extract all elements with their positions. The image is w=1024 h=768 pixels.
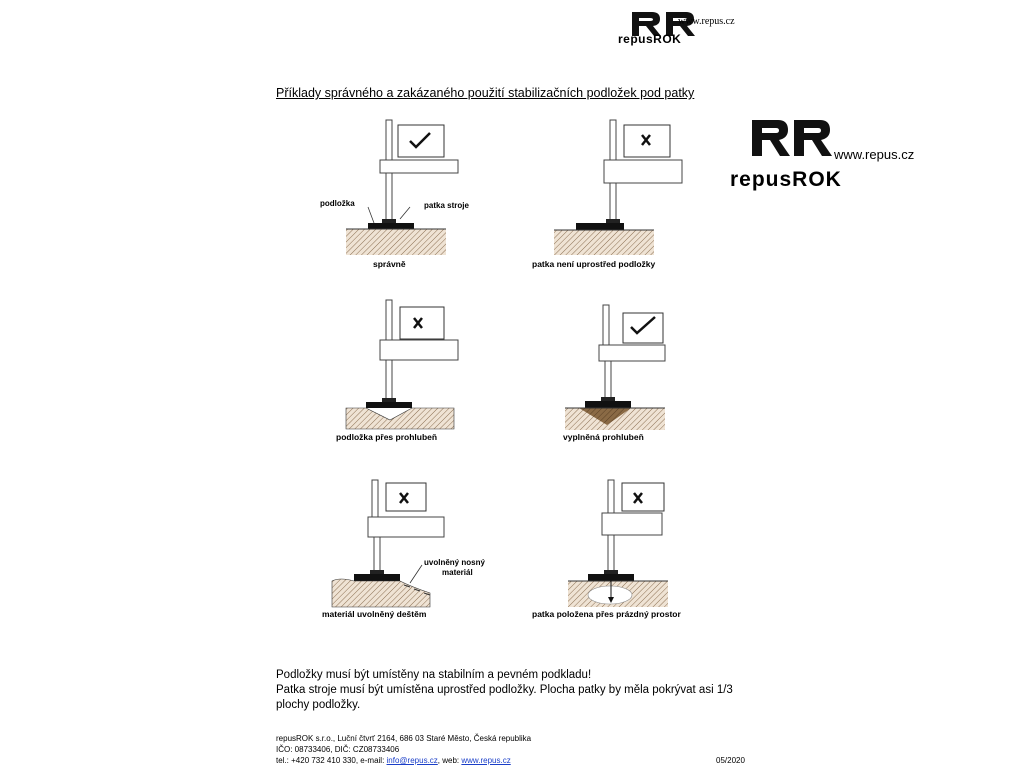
label-pad: podložka <box>320 199 355 208</box>
caption: správně <box>373 259 406 269</box>
big-logo-url: www.repus.cz <box>834 147 915 162</box>
note-line-2: Patka stroje musí být umístěna uprostřed podložky. Plocha patky by měla pokrývat asi 1/3 plochy podložky. <box>276 684 733 711</box>
footer-date: 05/2020 <box>716 756 745 765</box>
figure-over-depression <box>330 295 530 465</box>
label-loosened-1: uvolněný nosný <box>424 558 485 567</box>
header-brand: repusROK <box>618 32 682 46</box>
figure-over-void <box>530 475 730 645</box>
figure-rain-loosened <box>320 475 520 645</box>
caption: patka položena přes prázdný prostor <box>532 609 681 619</box>
footer-web-prefix: , web: <box>437 756 462 765</box>
document-title: Příklady správného a zakázaného použití stabilizačních podložek pod patky <box>276 86 695 100</box>
footer-ids: IČO: 08733406, DIČ: CZ08733406 <box>276 745 400 754</box>
figure-filled-depression <box>545 295 745 465</box>
big-logo-brand: repusROK <box>730 168 842 191</box>
figure-off-center <box>530 115 730 285</box>
label-loosened-2: materiál <box>442 568 473 577</box>
footer-web-link[interactable]: www.repus.cz <box>461 756 511 765</box>
big-logo-icon <box>748 116 838 164</box>
header-url: www.repus.cz <box>678 16 735 27</box>
caption: vyplněná prohlubeň <box>563 432 644 442</box>
footer-email-link[interactable]: info@repus.cz <box>386 756 438 765</box>
label-foot: patka stroje <box>424 201 469 210</box>
note-line-1: Podložky musí být umístěny na stabilním a pevném podkladu! <box>276 669 592 681</box>
footer-company: repusROK s.r.o., Luční čtvrť 2164, 686 03 Staré Město, Česká republika <box>276 734 532 743</box>
footer-contact-prefix: tel.: +420 732 410 330, e-mail: <box>276 756 387 765</box>
figure-correct <box>320 115 520 285</box>
caption: podložka přes prohlubeň <box>336 432 438 442</box>
caption: patka není uprostřed podložky <box>532 259 656 269</box>
footer-contact <box>276 756 511 766</box>
caption: materiál uvolněný deštěm <box>322 609 427 619</box>
